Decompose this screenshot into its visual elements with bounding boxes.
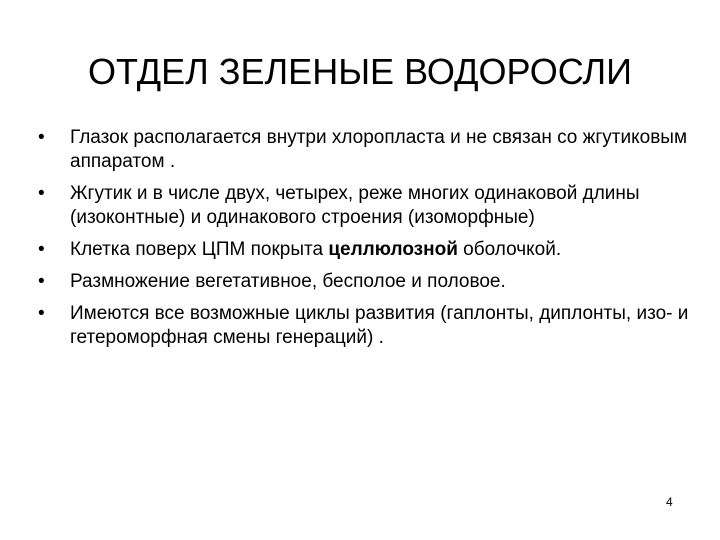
bullet-item [36,270,696,294]
bullet-dot-icon: • [38,127,45,148]
slide-title: ОТДЕЛ ЗЕЛЕНЫЕ ВОДОРОСЛИ [87,51,633,92]
bullet-text-before: Клетка поверх ЦПМ покрыта [70,239,329,260]
bullet-text: Имеются все возможные циклы развития (гаплонты, диплонты, изо- и гетероморфная смены генераций) . [70,303,689,348]
bullet-dot-icon: • [38,303,45,324]
bullet-list [36,126,696,358]
bullet-item [36,182,696,230]
bullet-dot-icon: • [38,183,45,204]
bullet-text: Размножение вегетативное, бесполое и половое. [70,271,506,292]
bullet-text: Глазок располагается внутри хлоропласта и не связан со жгутиковым аппаратом . [70,127,688,172]
bullet-item [36,238,696,262]
bullet-dot-icon: • [38,271,45,292]
bullet-text-after: оболочкой. [457,239,562,260]
bullet-text-bold: целлюлозной [328,239,458,260]
bullet-item [36,126,696,174]
bullet-text [70,239,561,260]
page-number: 4 [666,495,673,509]
bullet-text: Жгутик и в числе двух, четырех, реже многих одинаковой длины (изоконтные) и одинакового строения (изоморфные) [70,183,640,228]
bullet-item [36,302,696,350]
bullet-dot-icon: • [38,239,45,260]
